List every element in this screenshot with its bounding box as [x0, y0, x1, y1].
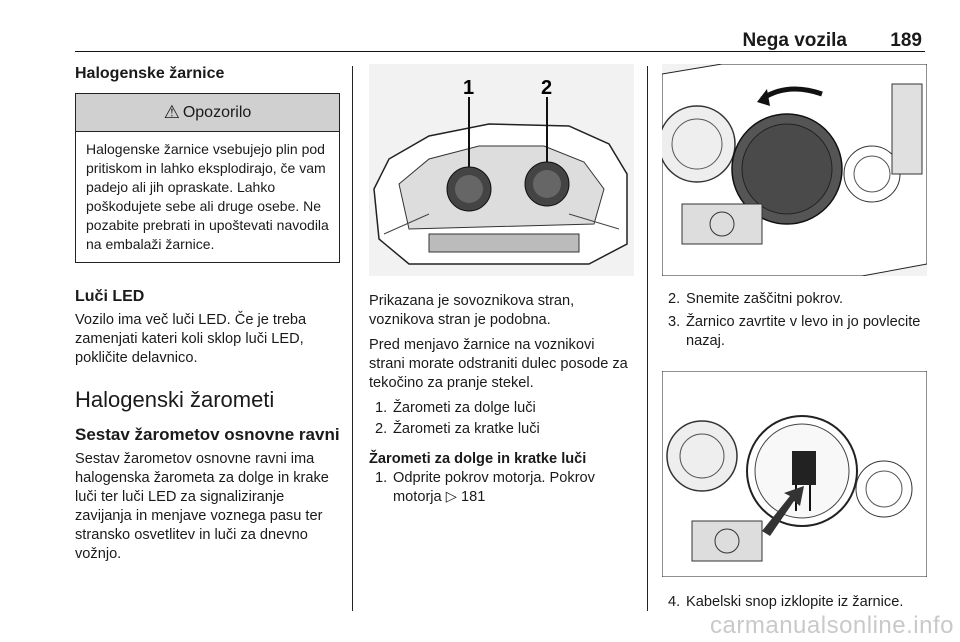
- step-text: Kabelski snop izklopite iz žarnice.: [686, 594, 904, 610]
- list-item-text: Žarometi za dolge luči: [393, 400, 536, 416]
- cross-reference-icon: ▷: [445, 489, 457, 505]
- list-item-number: 3.: [668, 314, 681, 330]
- halogen-headlights-title: Halogenski žarometi: [75, 387, 275, 412]
- header-title: Nega vozila: [742, 30, 847, 51]
- led-title: Luči LED: [75, 288, 145, 305]
- figure-caption: Prikazana je sovoznikova stran, voznikova stran je podobna.: [369, 293, 575, 328]
- bulb-removal-figure: [662, 371, 927, 577]
- washer-note: Pred menjavo žarnice na voznikovi strani morate odstraniti dulec posode za tekočino za pranje stekel.: [369, 337, 628, 391]
- headlamp-figure: [369, 64, 634, 276]
- protective-cover-figure: [662, 64, 927, 276]
- headlight-list: [369, 399, 634, 439]
- column-3: [662, 64, 927, 612]
- column-1: [75, 64, 340, 564]
- watermark: carmanualsonline.info: [710, 612, 954, 639]
- base-headlights-text: Sestav žarometov osnovne ravni ima halogenska žarometa za dolge in krake luči ter luči LED za signaliziranje zavijanja in menjave voznega pasu ter stransko osvetlitev in luči za dnevno vožnjo.: [75, 451, 329, 562]
- high-low-beam-title: Žarometi za dolge in kratke luči: [369, 451, 587, 467]
- step-text: Snemite zaščitni pokrov.: [686, 291, 844, 307]
- step-text: Odprite pokrov motorja. Pokrov motorja: [393, 470, 595, 505]
- base-headlights-title: Sestav žarometov osnovne ravni: [75, 425, 340, 444]
- list-item: [668, 593, 927, 612]
- list-item: [668, 313, 927, 351]
- warning-box: [75, 93, 340, 263]
- figure-label-2: 2: [541, 77, 553, 99]
- warning-text: Halogenske žarnice vsebujejo plin pod pritiskom in lahko eksplodirajo, če vam padejo ali jih opraskate. Lahko poškodujete sebe ali druge osebe. Ne pozabite prebrati in upoštevati navodila na embalaži žarnice.: [86, 141, 329, 252]
- list-item-number: 4.: [668, 594, 681, 610]
- warning-title: Opozorilo: [182, 103, 252, 121]
- warning-triangle-icon: ⚠: [163, 102, 180, 122]
- column-divider-2: [647, 66, 648, 611]
- page-number: 189: [890, 30, 922, 51]
- steps-list-b: [662, 593, 927, 612]
- list-item-number: 2.: [375, 421, 388, 437]
- list-item: [668, 290, 927, 309]
- led-text: Vozilo ima več luči LED. Če je treba zamenjati kateri koli sklop luči LED, pokličite delavnico.: [75, 312, 307, 366]
- list-item-number: 2.: [668, 291, 681, 307]
- list-item-number: 1.: [375, 400, 388, 416]
- steps-list: [369, 469, 634, 507]
- list-item: [375, 469, 634, 507]
- list-item: [375, 399, 634, 418]
- column-2: [369, 64, 634, 507]
- list-item-text: Žarometi za kratke luči: [393, 421, 540, 437]
- section-title-halogen-bulbs: Halogenske žarnice: [75, 65, 225, 82]
- page-header: [75, 30, 925, 52]
- figure-label-1: 1: [463, 77, 475, 99]
- list-item-number: 1.: [375, 470, 388, 486]
- warning-header: [76, 94, 339, 132]
- column-divider-1: [352, 66, 353, 611]
- list-item: [375, 420, 634, 439]
- step-text: Žarnico zavrtite v levo in jo povlecite nazaj.: [686, 314, 921, 349]
- page-reference[interactable]: 181: [461, 489, 486, 505]
- steps-list-a: [662, 290, 927, 351]
